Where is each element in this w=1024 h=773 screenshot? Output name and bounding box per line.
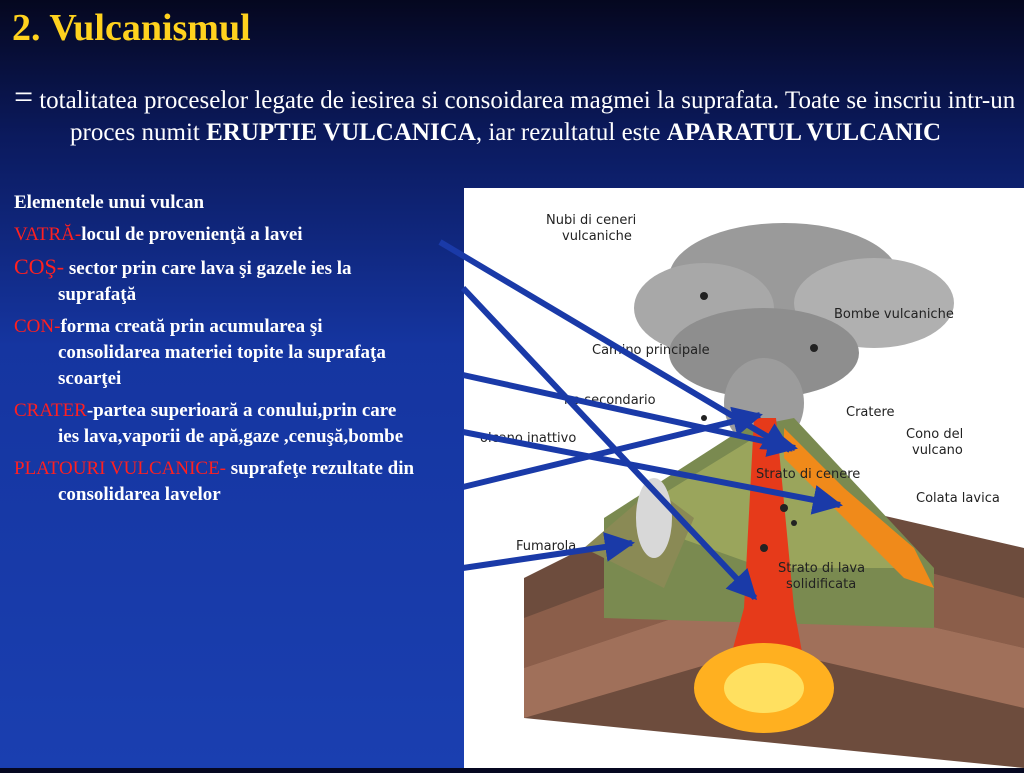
- volcano-illustration: [464, 188, 1024, 768]
- label-fumarola: Fumarola: [516, 539, 577, 554]
- definition-text-2: , iar rezultatul este: [475, 119, 667, 146]
- slide-title: 2. Vulcanismul: [12, 7, 251, 49]
- list-item-platouri: [14, 456, 418, 508]
- list-item-vatra: [14, 222, 418, 248]
- term-platouri: PLATOURI VULCANICE-: [14, 458, 226, 479]
- ash-cloud: [634, 223, 954, 448]
- term-vatra: VATRĂ-: [14, 224, 82, 245]
- label-cono-1: Cono del: [906, 427, 964, 442]
- label-cratere: Cratere: [846, 405, 895, 420]
- desc-vatra: locul de provenienţă a lavei: [81, 224, 303, 245]
- label-inattivo: olcano inattivo: [480, 431, 577, 446]
- definition-term-aparat: APARATUL VULCANIC: [666, 119, 942, 146]
- definition-text-1: totalitatea proceselor legate de iesirea si consoidarea magmei la suprafata. Toate se inscriu intr-un proces numit: [39, 87, 1016, 146]
- list-item-con: [14, 314, 418, 392]
- label-lava-solid-2: solidificata: [786, 577, 857, 592]
- label-camino: Camino principale: [592, 343, 710, 358]
- list-item-crater: [14, 398, 418, 450]
- label-cenere: Strato di cenere: [756, 467, 861, 482]
- label-nubi-1: Nubi di ceneri: [546, 213, 637, 228]
- list-item-cos: [14, 254, 418, 308]
- label-lava-solid-1: Strato di lava: [778, 561, 866, 576]
- label-cono-2: vulcano: [912, 443, 963, 458]
- definition-paragraph: [14, 79, 1024, 149]
- volcano-diagram-panel: [464, 188, 1024, 768]
- term-cos: COŞ-: [14, 254, 65, 279]
- desc-crater: -partea superioară a conului,prin care ies lava,vaporii de apă,gaze ,cenuşă,bombe: [58, 400, 404, 447]
- desc-cos: sector prin care lava şi gazele ies la suprafaţă: [58, 258, 352, 305]
- equals-sign: =: [14, 79, 34, 116]
- desc-con: forma creată prin acumularea şi consolidarea materiei topite la suprafaţa scoarţei: [58, 316, 386, 389]
- label-secondario: no secondario: [564, 393, 656, 408]
- term-con: CON-: [14, 316, 61, 337]
- desc-platouri: suprafeţe rezultate din consolidarea lavelor: [58, 458, 415, 505]
- label-colata: Colata lavica: [916, 491, 1000, 506]
- fumarole-smoke: [636, 478, 672, 558]
- elements-list: [14, 190, 418, 514]
- term-crater: CRATER: [14, 400, 87, 421]
- definition-term-eruptie: ERUPTIE VULCANICA: [206, 119, 476, 146]
- label-bombe: Bombe vulcaniche: [834, 307, 954, 322]
- label-nubi-2: vulcaniche: [562, 229, 632, 244]
- elements-heading: Elementele unui vulcan: [14, 192, 205, 213]
